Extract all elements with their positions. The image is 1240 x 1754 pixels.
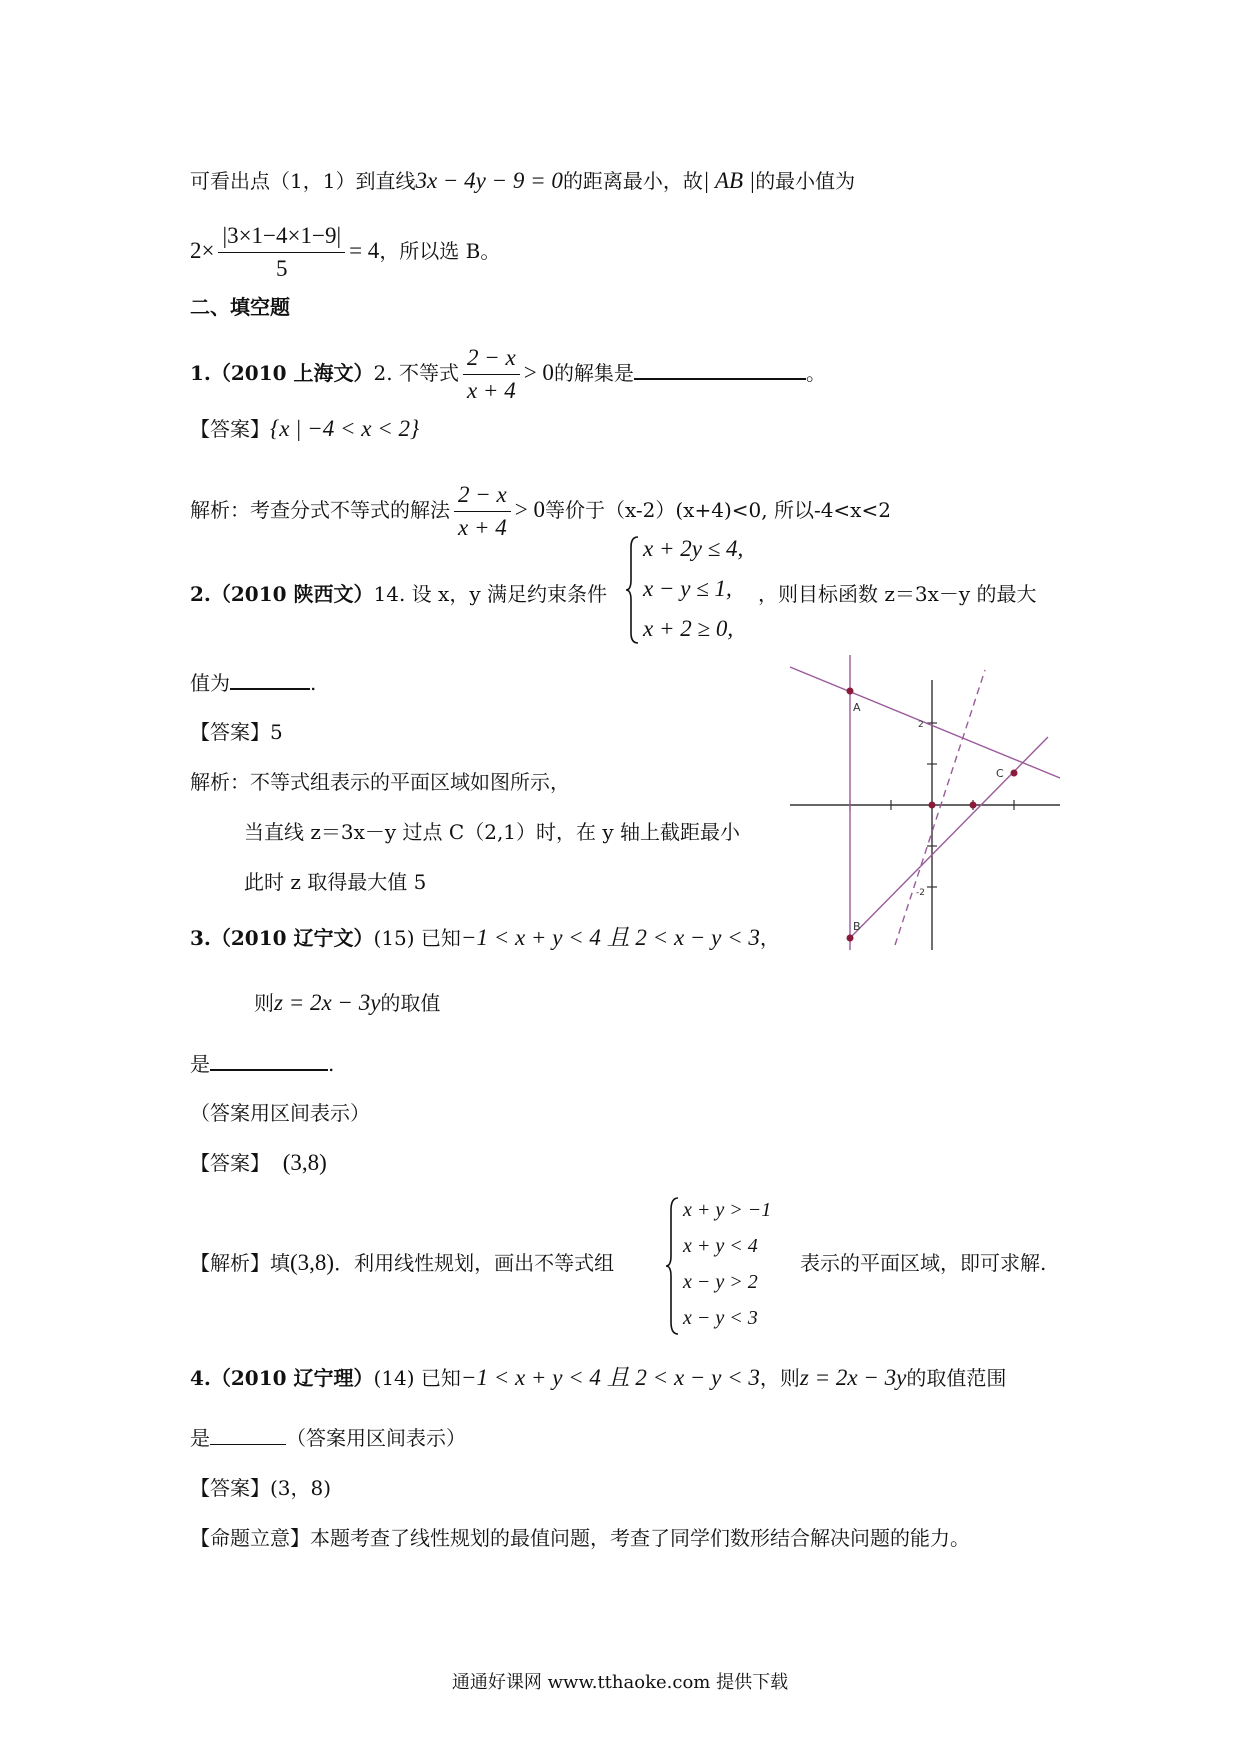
fraction [463,344,520,405]
question-2 [190,580,607,608]
question-4-line2 [190,1424,466,1452]
answer-label: 【答案】 [190,1476,270,1500]
text: （答案用区间表示） [286,1426,466,1450]
constraint-row: x − y ≤ 1, [643,576,732,601]
text: (15) 已知 [373,926,461,950]
answer-line [190,415,419,443]
fraction [454,481,511,542]
text: 可看出点（1，1）到直线 [190,169,416,193]
question-1 [190,344,826,405]
numerator: 2 − x [454,481,511,512]
text: . [310,671,317,695]
tick-label-2: 2 [918,720,924,730]
numerator: |3×1−4×1−9| [218,222,345,253]
answer-value: (3,8) [282,1150,327,1175]
inequality-system [665,1196,785,1336]
question-4 [190,1364,1006,1392]
text: 本题考查了线性规划的最值问题，考查了同学们数形结合解决问题的能力。 [310,1526,970,1550]
analysis-line [190,1249,614,1277]
text: 等价于（x-2）(x+4)<0, 所以-4<x<2 [544,498,891,522]
math-expression: −1 < x + y < 4 且 2 < x − y < 3 [460,1365,760,1390]
inequality-row: x − y < 3 [683,1307,758,1329]
region-graph [790,655,1060,950]
text: 的解集是 [553,361,634,385]
text: 解析：考查分式不等式的解法 [190,498,450,522]
label-a: A [853,701,861,714]
origin-point [929,802,936,809]
numerator: 2 − x [463,344,520,375]
text: ， [759,926,780,950]
paragraph-line [190,167,855,195]
math-expression: z = 2x − 3y [274,990,381,1015]
text: ，所以选 B。 [379,239,501,263]
question-3-line2 [254,989,440,1017]
answer-blank[interactable] [210,1424,286,1445]
answer-blank[interactable] [634,358,806,380]
note-line: （答案用区间表示） [190,1101,370,1125]
text: 值为 [190,671,230,695]
analysis-line [190,481,891,542]
analysis-line-cont: 表示的平面区域，即可求解. [800,1251,1047,1275]
brace-icon [665,1196,681,1336]
question-3 [190,924,780,952]
point-b [847,935,854,942]
analysis-line: 解析：不等式组表示的平面区域如图所示， [190,770,570,794]
text: ．利用线性规划，画出不等式组 [334,1251,615,1275]
text: (14) 已知 [373,1366,461,1390]
math-expression: = 4 [349,238,380,263]
analysis-line: 此时 z 取得最大值 5 [244,870,427,894]
answer-value: 5 [270,720,283,744]
label-b: B [853,920,861,933]
x-intercept-point [970,802,977,809]
math-expression: > 0 [523,360,554,385]
math-expression: > 0 [514,497,545,522]
tick-label-neg2: -2 [916,888,925,898]
math-expression: z = 2x − 3y [799,1365,907,1390]
point-a [847,688,854,695]
text: 的最小值为 [755,169,856,193]
text: 填 [270,1251,290,1275]
answer-blank[interactable] [210,1049,328,1071]
question-label: 1.（2010 上海文） [190,361,374,385]
answer-line [190,1474,331,1502]
section-title: 二、填空题 [190,295,290,319]
intent-line [190,1524,970,1552]
question-2-line2 [190,668,316,697]
question-label: 4.（2010 辽宁理） [190,1366,374,1390]
text: 的取值范围 [906,1366,1007,1390]
analysis-label: 【解析】 [190,1251,270,1275]
denominator: x + 4 [458,515,507,540]
math-expression: −1 < x + y < 4 且 2 < x − y < 3 [460,925,760,950]
boundary-lines [790,655,1060,950]
text: . [328,1052,335,1076]
text: 则 [254,991,274,1015]
intent-label: 【命题立意】 [190,1526,310,1550]
constraint-row: x + 2y ≤ 4, [643,536,744,561]
answer-line [190,718,283,746]
text: 是 [190,1426,210,1450]
question-label: 2.（2010 陕西文） [190,582,374,606]
answer-blank[interactable] [230,668,310,690]
point-c [1011,770,1018,777]
text: 。 [805,361,826,385]
question-2-cont: ，则目标函数 z＝3x－y 的最大 [758,582,1037,606]
answer-label: 【答案】 [190,417,270,441]
answer-value: {x | −4 < x < 2} [270,416,420,441]
math-expression: 2× [190,238,215,263]
text: 的取值 [380,991,441,1015]
text: 的距离最小，故 [562,169,703,193]
constraint-system [625,535,744,645]
answer-line [190,1149,327,1177]
answer-label: 【答案】 [190,720,270,744]
fraction [218,222,345,283]
brace-icon [625,535,641,645]
equation: 3x − 4y − 9 = 0 [415,168,563,193]
math-expression: | AB | [702,168,756,193]
label-c: C [996,767,1004,780]
denominator: x + 4 [466,378,516,403]
question-3-line3 [190,1049,334,1078]
question-label: 3.（2010 辽宁文） [190,926,374,950]
inequality-row: x + y < 4 [683,1235,758,1257]
page-footer: 通通好课网 www.tthaoke.com 提供下载 [451,1672,789,1693]
answer-value: (3，8) [270,1476,332,1500]
inequality-row: x + y > −1 [683,1199,772,1221]
text: 是 [190,1052,210,1076]
constraint-row: x + 2 ≥ 0, [643,616,734,641]
denominator: 5 [276,256,288,281]
inequality-row: x − y > 2 [683,1271,758,1293]
text: 14. 设 x，y 满足约束条件 [373,582,607,606]
math-expression: (3,8) [290,1250,335,1275]
text: ，则 [759,1366,800,1390]
answer-label: 【答案】 [190,1151,270,1175]
text: 2. 不等式 [373,361,459,385]
analysis-line: 当直线 z＝3x－y 过点 C（2,1）时，在 y 轴上截距最小 [244,820,741,844]
paragraph-line [190,222,500,283]
